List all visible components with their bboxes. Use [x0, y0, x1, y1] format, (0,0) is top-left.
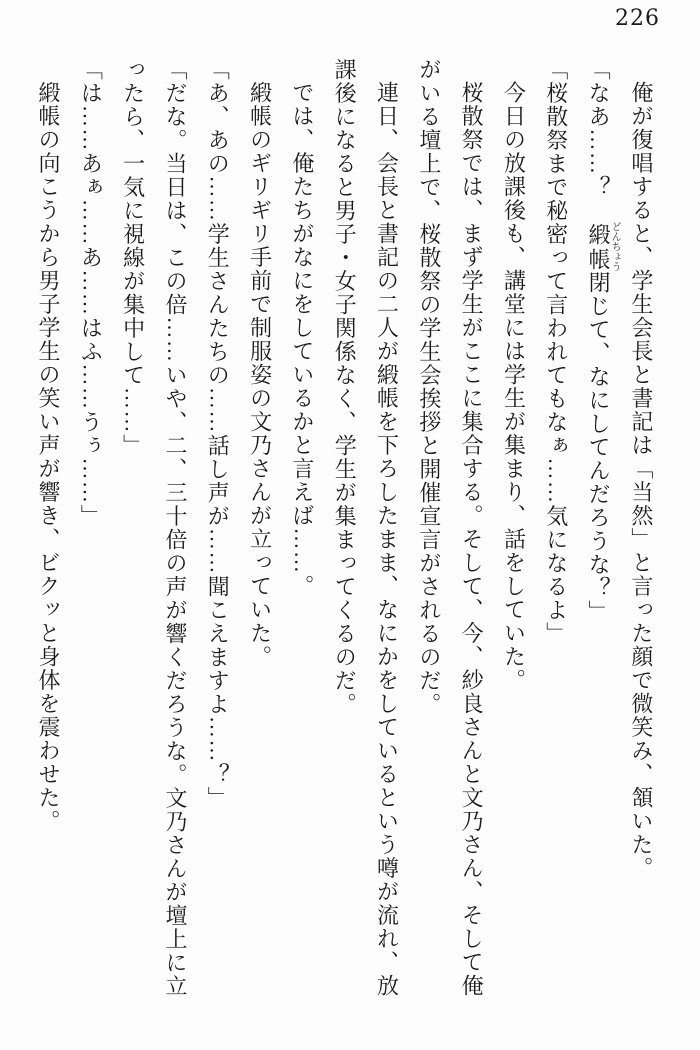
text-line: ったら、一気に視線が集中して……」: [120, 58, 146, 458]
ruby-annotated-word: 緞帳どんちょう: [586, 221, 621, 272]
text-line: 「あ、あの……学生さんたちの……話し声が……聞こえますよ……？」: [205, 58, 231, 810]
text-line: 「なあ……？ 緞帳どんちょう閉じて、なにしてんだろうな？」: [586, 58, 621, 624]
text-line: 「だな。当日は、この倍……いや、二、三十倍の声が響くだろうな。文乃さんが壇上に立: [162, 58, 188, 998]
text-columns: [28, 58, 662, 1042]
text-line: 課後になると男子・女子関係なく、学生が集まってくるのだ。: [332, 58, 358, 716]
text-line: 緞帳のギリギリ手前で制服姿の文乃さんが立っていた。: [247, 81, 273, 669]
text-line: 「桜散祭まで秘密って言われてもなぁ……気になるよ」: [543, 58, 569, 646]
text-line: 桜散祭では、まず学生がここに集合する。そして、今、紗良さんと文乃さん、そして俺: [459, 81, 485, 998]
text-line: では、俺たちがなにをしているかと言えば……。: [289, 81, 315, 598]
text-line: 俺が復唱すると、学生会長と書記は「当然」と言った顔で微笑み、頷いた。: [628, 81, 654, 880]
furigana: どんちょう: [609, 221, 621, 272]
text-line: 連日、会長と書記の二人が緞帳を下ろしたまま、なにかをしているという噂が流れ、放: [374, 81, 400, 998]
page-number: 226: [615, 6, 660, 31]
text-line: がいる壇上で、桜散祭の学生会挨拶と開催宣言がされるのだ。: [416, 58, 442, 716]
text-line: 今日の放課後も、講堂には学生が集まり、話をしていた。: [501, 81, 527, 692]
text-line: 緞帳の向こうから男子学生の笑い声が響き、ビクッと身体を震わせた。: [36, 81, 61, 833]
text-line: 「は……あぁ……あ……はふ……うぅ……」: [78, 58, 104, 528]
